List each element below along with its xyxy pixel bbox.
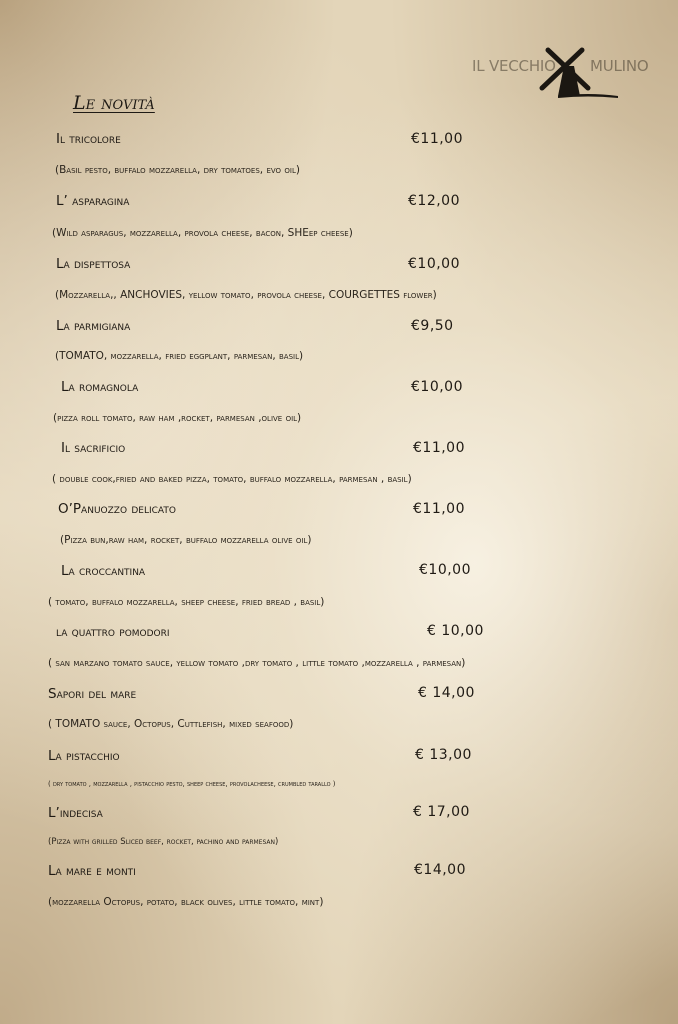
menu-item-price: €10,00	[411, 379, 463, 395]
menu-item-price: €10,00	[419, 562, 471, 578]
menu-item-price: €12,00	[408, 193, 460, 209]
menu-item-description: (Pizza bun,raw ham, rocket, buffalo mozzarella olive oil)	[60, 534, 312, 546]
menu-item-price: €9,50	[411, 318, 454, 334]
menu-item-name: L’ asparagina	[56, 193, 130, 209]
menu-item-description: (Pizza with grilled Sliced beef, rocket, pachino and parmesan)	[48, 837, 279, 847]
menu-item-name: La parmigiana	[56, 318, 131, 334]
menu-item-name: la quattro pomodori	[56, 624, 170, 640]
menu-item-description: (Wild asparagus, mozzarella, provola cheese, bacon, SHEep cheese)	[52, 227, 353, 239]
menu-item-description: ( TOMATO sauce, Octopus, Cuttlefish, mixed seafood)	[48, 718, 294, 730]
menu-item-name: La croccantina	[61, 563, 146, 579]
restaurant-logo	[472, 40, 662, 102]
menu-item-price: €11,00	[413, 440, 465, 456]
menu-item-name: Il tricolore	[56, 131, 121, 147]
menu-item-description: (pizza roll tomato, raw ham ,rocket, parmesan ,olive oil)	[53, 412, 302, 424]
menu-item-name: La dispettosa	[56, 256, 131, 272]
section-title: Le novità	[73, 92, 155, 114]
menu-item-description: ( double cook,fried and baked pizza, tomato, buffalo mozzarella, parmesan , basil)	[52, 473, 412, 485]
logo-text-right: MULINO	[590, 57, 649, 75]
menu-item-name: Il sacrificio	[61, 440, 126, 456]
menu-item-description: (Mozzarella,, ANCHOVIES, yellow tomato, provola cheese, COURGETTES flower)	[55, 289, 437, 301]
menu-item-price: €11,00	[411, 131, 463, 147]
menu-item-name: Sapori del mare	[48, 686, 137, 702]
menu-item-name: La mare e monti	[48, 863, 136, 879]
menu-item-price: € 13,00	[415, 747, 472, 763]
menu-item-description: ( san marzano tomato sauce, yellow tomato ,dry tomato , little tomato ,mozzarella , parmesan)	[48, 657, 466, 669]
menu-item-description: (TOMATO, mozzarella, fried eggplant, parmesan, basil)	[55, 350, 304, 362]
menu-item-price: € 14,00	[418, 685, 475, 701]
menu-item-name: La romagnola	[61, 379, 139, 395]
menu-item-description: (Basil pesto, buffalo mozzarella, dry tomatoes, evo oil)	[55, 164, 300, 176]
menu-item-description: (mozzarella Octopus, potato, black olives, little tomato, mint)	[48, 896, 324, 908]
menu-item-price: €10,00	[408, 256, 460, 272]
menu-item-description: ( dry tomato , mozzarella , pistacchio pesto, sheep cheese, provolacheese, crumbled tarallo )	[48, 780, 336, 788]
menu-item-name: O’Panuozzo delicato	[58, 501, 176, 517]
menu-item-description: ( tomato, buffalo mozzarella, sheep cheese, fried bread , basil)	[48, 596, 325, 608]
menu-item-price: € 17,00	[413, 804, 470, 820]
menu-item-price: €14,00	[414, 862, 466, 878]
logo-text-left: IL VECCHIO	[472, 57, 556, 75]
menu-item-price: €11,00	[413, 501, 465, 517]
menu-item-name: L’indecisa	[48, 805, 103, 821]
menu-item-name: La pistacchio	[48, 748, 120, 764]
menu-item-price: € 10,00	[427, 623, 484, 639]
